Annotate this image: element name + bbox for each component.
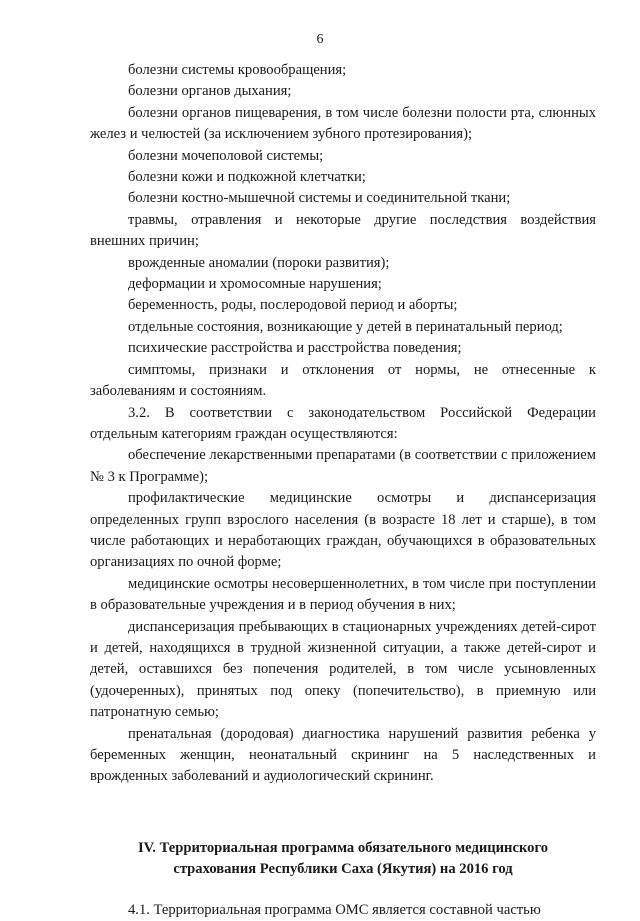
page-number: 6 (316, 32, 324, 47)
document-body (90, 60, 596, 921)
paragraph: врожденные аномалии (пороки развития); (128, 254, 390, 271)
paragraph: диспансеризация пребывающих в стационарных учреждениях детей-сирот и детей, находящихся в трудной жизненной ситуации, а также детей-сирот и детей, оставшихся без попечения родителей, в том числе усыновленных (удочеренных), принятых под опеку (попечительство), в приемную или патронатную семью; (90, 618, 596, 721)
paragraph: профилактические медицинские осмотры и диспансеризация определенных групп взрослого населения (в возрасте 18 лет и старше), в том числе работающих и неработающих граждан, обучающихся в образовательных организациях по очной форме; (90, 490, 596, 571)
paragraph: 4.1. Территориальная программа ОМС является составной частью (128, 901, 541, 918)
section-heading-line: страхования Республики Саха (Якутия) на 2016 год (173, 860, 513, 877)
paragraph: пренатальная (дородовая) диагностика нарушений развития ребенка у беременных женщин, неонатальный скрининг на 5 наследственных и врожденных заболеваний и аудиологический скрининг. (90, 725, 596, 785)
paragraph: травмы, отравления и некоторые другие последствия воздействия внешних причин; (90, 211, 596, 250)
paragraph: болезни костно-мышечной системы и соединительной ткани; (128, 190, 511, 207)
paragraph: медицинские осмотры несовершеннолетних, в том числе при поступлении в образовательные учреждения и в период обучения в них; (90, 575, 596, 614)
paragraph: 3.2. В соответствии с законодательством Российской Федерации отдельным категориям граждан осуществляются: (90, 404, 596, 442)
paragraph: отдельные состояния, возникающие у детей в перинатальный период; (128, 318, 563, 335)
paragraph: беременность, роды, послеродовой период и аборты; (128, 297, 458, 314)
paragraph: болезни мочеполовой системы; (128, 147, 324, 164)
paragraph: деформации и хромосомные нарушения; (128, 276, 382, 293)
section-heading-line: IV. Территориальная программа обязательного медицинского (137, 839, 549, 856)
paragraph: болезни кожи и подкожной клетчатки; (128, 169, 366, 186)
section-heading (90, 838, 596, 880)
paragraph: симптомы, признаки и отклонения от нормы, не отнесенные к заболеваниям и состояниям. (90, 361, 596, 400)
paragraph: болезни органов дыхания; (128, 83, 292, 100)
paragraph: психические расстройства и расстройства поведения; (128, 340, 462, 357)
paragraph: обеспечение лекарственными препаратами (в соответствии с приложением № 3 к Программе); (90, 447, 596, 485)
paragraph: болезни органов пищеварения, в том числе болезни полости рта, слюнных желез и челюстей (за исключением зубного протезирования); (90, 104, 596, 143)
paragraph: болезни системы кровообращения; (128, 62, 347, 78)
